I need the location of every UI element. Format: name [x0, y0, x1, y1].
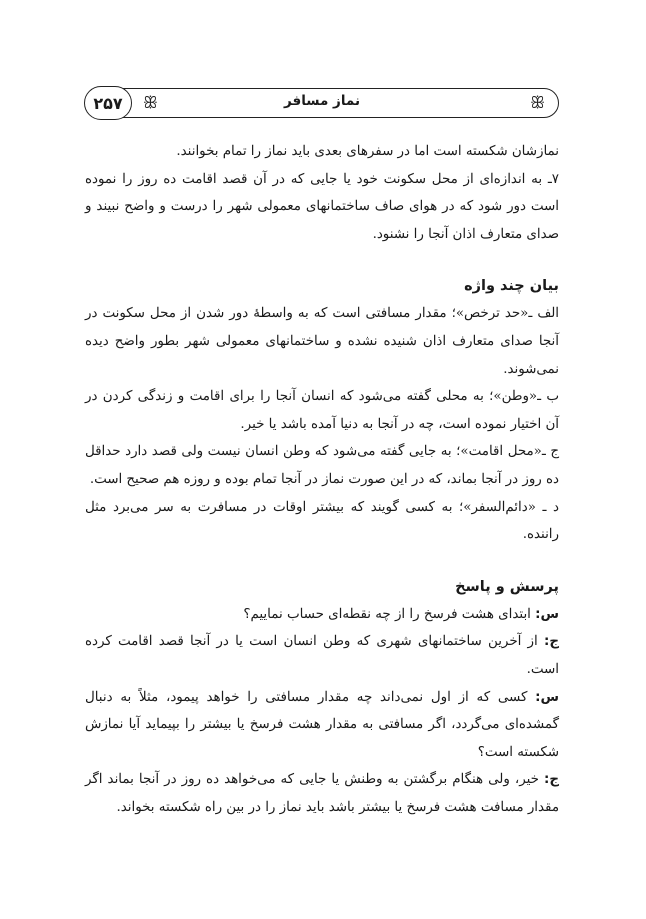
qa-item — [85, 684, 559, 767]
definition-item: ج ـ«محل اقامت»؛ به جایی گفته می‌شود که وطن انسان نیست ولی قصد دارد حداقل ده روز در آنجا بماند، که در این صورت نماز در آنجا تمام بوده و روزه هم صحیح است. — [85, 444, 559, 487]
qa-label: ج: — [543, 634, 559, 650]
qa-label: ج: — [543, 772, 559, 788]
qa-item — [85, 628, 559, 683]
ornament-icon: ꕥ — [143, 93, 158, 112]
definition-item: د ـ «دائم‌السفر»؛ به کسی گویند که بیشتر اوقات در مسافرت به سر می‌برد مثل راننده. — [85, 499, 559, 543]
page-header — [85, 88, 559, 120]
definition-item: الف ـ«حد ترخص»؛ مقدار مسافتی است که به واسطهٔ دور شدن از محل سکونت در آنجا صدای متعارف اذان شنیده نشده و ساختمانهای معمولی شهر بطور واضح دیده نمی‌شوند. — [85, 306, 559, 377]
ornament-icon: ꕥ — [530, 93, 545, 112]
qa-label: س: — [535, 606, 559, 622]
section-heading: پرسش و پاسخ — [455, 578, 559, 595]
paragraph: نمازشان شکسته است اما در سفرهای بعدی باید نماز را تمام بخوانند. — [176, 144, 559, 159]
qa-item — [85, 766, 559, 821]
qa-text: خیر، ولی هنگام برگشتن به وطنش یا جایی که می‌خواهد ده روز در آنجا بماند اگر مقدار مسافت هشت فرسخ یا بیشتر باشد باید نماز را در بین راه شکسته بخواند. — [85, 772, 559, 815]
qa-text: کسی که از اول نمی‌داند چه مقدار مسافتی را خواهد پیمود، مثلاً به دنبال گمشده‌ای می‌گردد، اگر مسافتی به مقدار هشت فرسخ یا بیشتر را بپیماید آیا نمازش شکسته است؟ — [85, 689, 559, 760]
qa-text: ابتدای هشت فرسخ را از چه نقطه‌ای حساب نماییم؟ — [243, 606, 536, 622]
section-heading: بیان چند واژه — [464, 278, 559, 295]
chapter-title: نماز مسافر — [283, 93, 361, 109]
paragraph: ۷ـ به اندازه‌ای از محل سکونت خود یا جایی که در آن قصد اقامت ده روز را نموده است دور شود که در هوای صاف ساختمانهای معمولی شهر را درست و واضح نبیند و صدای متعارف اذان آنجا را نشنود. — [85, 171, 559, 242]
qa-text: از آخرین ساختمانهای شهری که وطن انسان است یا در آنجا قصد اقامت کرده است. — [85, 634, 559, 677]
page-number: ۲۵۷ — [84, 86, 132, 120]
qa-item — [85, 601, 559, 629]
page-body — [85, 138, 559, 821]
definition-item: ب ـ«وطن»؛ به محلی گفته می‌شود که انسان آنجا را برای اقامت و زندگی کردن در آن اختیار نموده است، چه در آنجا به دنیا آمده باشد یا خیر. — [85, 389, 559, 432]
qa-label: س: — [535, 689, 559, 705]
